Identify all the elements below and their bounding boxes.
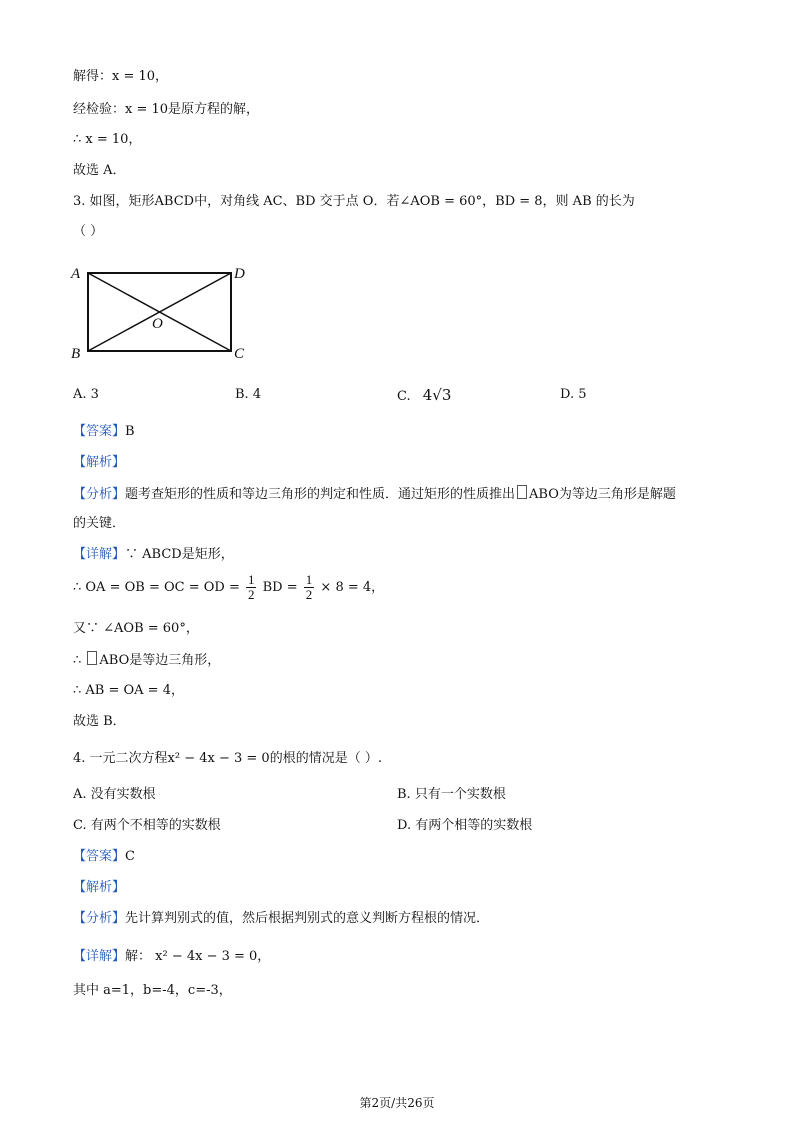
analysis-tag: 【解析】 — [73, 455, 126, 470]
q3-detail-step5: ∴ AB = OA = 4， — [73, 683, 184, 698]
q4-option-c: C. 有两个不相等的实数根 — [73, 818, 221, 833]
q3-analysis — [73, 454, 125, 472]
triangle-icon — [517, 485, 527, 499]
fraction-half-2: $\frac{1}{2}$ — [305, 572, 313, 602]
triangle-icon — [87, 651, 97, 665]
q3-detail-step2 — [73, 573, 384, 603]
q4-option-a: A. 没有实数根 — [73, 787, 156, 802]
q4-fenxi — [73, 910, 489, 928]
q4-option-b: B. 只有一个实数根 — [397, 787, 506, 802]
choice-line: 故选 A． — [73, 163, 126, 178]
answer-tag: 【答案】 — [73, 849, 126, 864]
detail-tag: 【详解】 — [73, 547, 126, 562]
q3-option-a: A. 3 — [73, 387, 99, 402]
question-3-paren: （ ） — [73, 224, 104, 239]
q4-answer — [73, 848, 135, 866]
detail-tag: 【详解】 — [73, 949, 126, 964]
q4-analysis — [73, 879, 125, 897]
fenxi-text-2: ABO为等边三角形是解题 — [529, 487, 676, 502]
q3-option-c-letter: C. — [397, 389, 411, 404]
rectangle-figure — [68, 260, 258, 366]
q3-detail-step6: 故选 B． — [73, 714, 126, 729]
q3-fenxi-cont: 的关键． — [73, 516, 126, 531]
q3-detail — [73, 546, 234, 564]
fraction-half-1: $\frac{1}{2}$ — [247, 572, 255, 602]
q4-detail — [73, 948, 270, 966]
q3-fenxi — [73, 485, 676, 504]
check-line: 经检验：x = 10是原方程的解， — [73, 102, 260, 117]
q3-detail-step4 — [73, 651, 220, 670]
answer-value: C — [125, 849, 135, 864]
answer-tag: 【答案】 — [73, 424, 126, 439]
fenxi-text-1: 题考查矩形的性质和等边三角形的判定和性质．通过矩形的性质推出 — [125, 487, 516, 502]
label-c: C — [234, 346, 245, 362]
detail-text: 解： x² − 4x − 3 = 0， — [125, 949, 271, 964]
label-d: D — [234, 266, 245, 282]
q3-option-b: B. 4 — [235, 387, 262, 402]
question-3-text: 3. 如图，矩形ABCD中，对角线 AC、BD 交于点 O．若∠AOB = 60°，BD = 8，则 AB 的长为 — [73, 194, 635, 209]
solution-line: 解得：x = 10， — [73, 69, 169, 84]
analysis-tag: 【解析】 — [73, 880, 126, 895]
therefore-line: ∴ x = 10， — [73, 132, 142, 147]
q4-coefficients: 其中 a=1，b=-4，c=-3， — [73, 983, 232, 998]
q3-answer — [73, 423, 135, 441]
q3-detail-step3: 又∵ ∠AOB = 60°， — [73, 621, 199, 636]
q4-option-d: D. 有两个相等的实数根 — [397, 818, 533, 833]
label-o: O — [152, 316, 163, 332]
step4-prefix: ∴ — [73, 653, 86, 668]
step4-text: ABO是等边三角形， — [99, 653, 221, 668]
fenxi-tag: 【分析】 — [73, 911, 126, 926]
label-a: A — [71, 266, 81, 282]
detail-s1: ∵ ABCD是矩形， — [125, 547, 234, 562]
step2-c: × 8 = 4， — [320, 580, 385, 595]
step2-b: BD = — [262, 580, 298, 595]
label-b: B — [71, 346, 81, 362]
q3-option-c-value: 4√3 — [422, 386, 452, 404]
q3-option-c — [397, 386, 451, 406]
page-footer: 第2页/共26页 — [359, 1096, 435, 1110]
q3-option-d: D. 5 — [560, 387, 587, 402]
step2-a: ∴ OA = OB = OC = OD = — [73, 580, 240, 595]
question-4-text: 4. 一元二次方程x² − 4x − 3 = 0的根的情况是（ ）. — [73, 751, 382, 766]
answer-value: B — [125, 424, 135, 439]
fenxi-tag: 【分析】 — [73, 487, 126, 502]
fenxi-text: 先计算判别式的值，然后根据判别式的意义判断方程根的情况． — [125, 911, 490, 926]
